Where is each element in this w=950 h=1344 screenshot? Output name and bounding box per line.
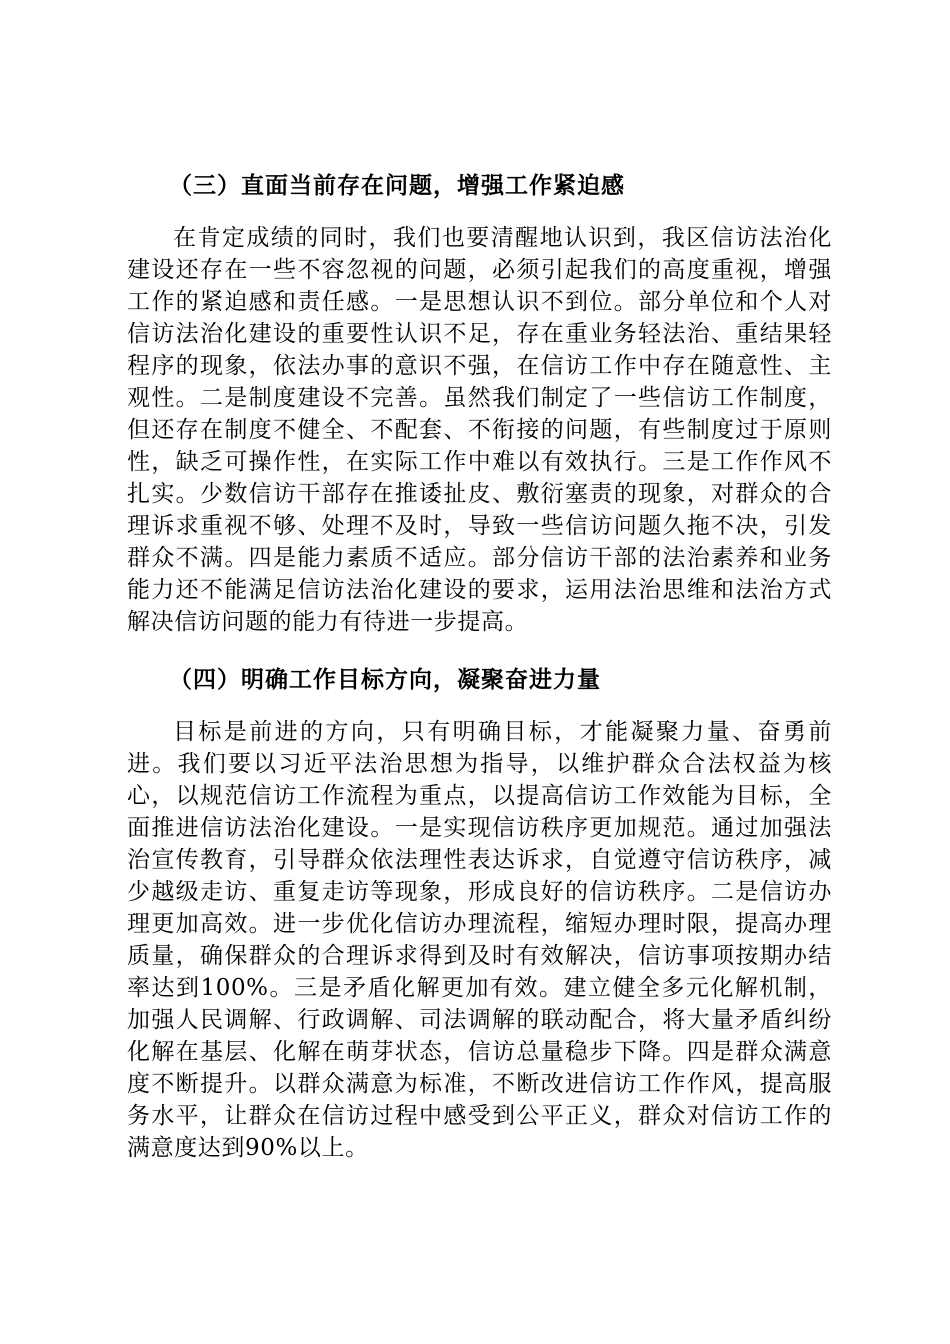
section-heading-4: （四）明确工作目标方向，凝聚奋进力量 (169, 667, 601, 693)
section-paragraph-3: 在肯定成绩的同时，我们也要清醒地认识到，我区信访法治化建设还存在一些不容忽视的问题，必须引起我们的高度重视，增强工作的紧迫感和责任感。一是思想认识不到位。部分单位和个人对信访法治化建设的重要性认识不足，存在重业务轻法治、重结果轻程序的现象，依法办事的意识不强，在信访工作中存在随意性、主观性。二是制度建设不完善。虽然我们制定了一些信访工作制度，但还存在制度不健全、不配套、不衔接的问题，有些制度过于原则性，缺乏可操作性，在实际工作中难以有效执行。三是工作作风不扎实。少数信访干部存在推诿扯皮、敷衍塞责的现象，对群众的合理诉求重视不够、处理不及时，导致一些信访问题久拖不决，引发群众不满。四是能力素质不适应。部分信访干部的法治素养和业务能力还不能满足信访法治化建设的要求，运用法治思维和法治方式解决信访问题的能力有待进一步提高。 (127, 225, 832, 635)
spacer (127, 638, 832, 664)
spacer (127, 696, 832, 716)
spacer (127, 202, 832, 222)
document-body (127, 170, 832, 1164)
section-heading-3: （三）直面当前存在问题，增强工作紧迫感 (169, 173, 625, 199)
section-paragraph-4: 目标是前进的方向，只有明确目标，才能凝聚力量、奋勇前进。我们要以习近平法治思想为指导，以维护群众合法权益为核心，以规范信访工作流程为重点，以提高信访工作效能为目标，全面推进信访法治化建设。一是实现信访秩序更加规范。通过加强法治宣传教育，引导群众依法理性表达诉求，自觉遵守信访秩序，减少越级走访、重复走访等现象，形成良好的信访秩序。二是信访办理更加高效。进一步优化信访办理流程，缩短办理时限，提高办理质量，确保群众的合理诉求得到及时有效解决，信访事项按期办结率达到100%。三是矛盾化解更加有效。建立健全多元化解机制，加强人民调解、行政调解、司法调解的联动配合，将大量矛盾纠纷化解在基层、化解在萌芽状态，信访总量稳步下降。四是群众满意度不断提升。以群众满意为标准，不断改进信访工作作风，提高服务水平，让群众在信访过程中感受到公平正义，群众对信访工作的满意度达到90%以上。 (127, 719, 832, 1161)
